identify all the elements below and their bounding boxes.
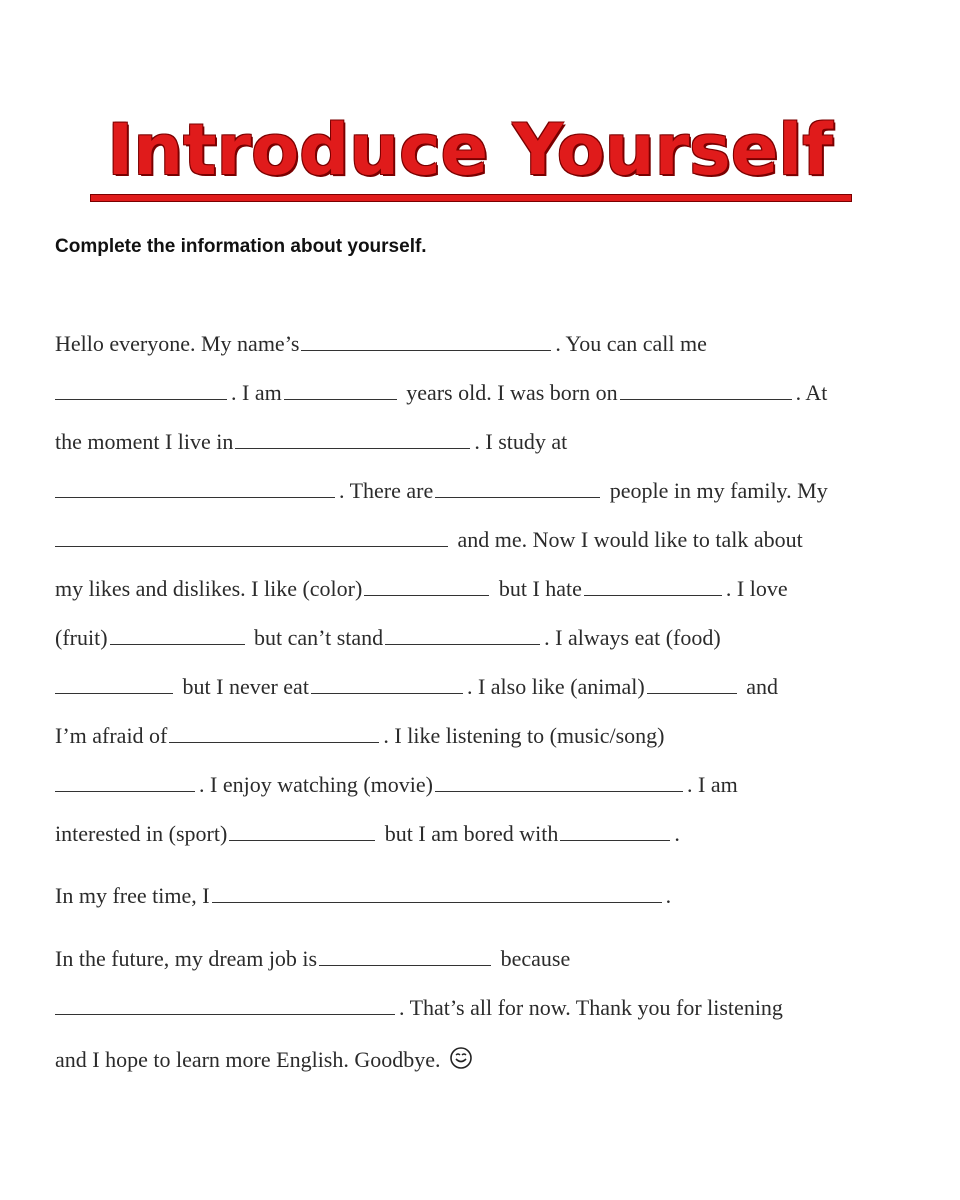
sentence-text: and I hope to learn more English. Goodbye. [55, 1047, 441, 1072]
sentence-text: interested in (sport) [55, 821, 228, 846]
fill-in-blank[interactable] [235, 430, 470, 449]
sentence-text: the moment I live in [55, 429, 234, 454]
sentence-text: . [674, 821, 680, 846]
worksheet-line [55, 379, 827, 407]
sentence-text: but I hate [493, 576, 582, 601]
sentence-text: In the future, my dream job is [55, 946, 318, 971]
fill-in-blank[interactable] [55, 528, 448, 547]
sentence-text: but can’t stand [248, 625, 384, 650]
fill-in-blank[interactable] [229, 822, 375, 841]
worksheet-line [55, 575, 788, 603]
sentence-text: years old. I was born on [400, 380, 618, 405]
fill-in-blank[interactable] [55, 381, 227, 400]
fill-in-blank[interactable] [169, 724, 379, 743]
sentence-text: but I never eat [177, 674, 309, 699]
fill-in-blank[interactable] [55, 675, 173, 694]
sentence-text: . I enjoy watching (movie) [199, 772, 433, 797]
worksheet-line [55, 994, 783, 1022]
instruction-text: Complete the information about yourself. [55, 236, 427, 257]
sentence-text: and [740, 674, 778, 699]
fill-in-blank[interactable] [55, 996, 395, 1015]
sentence-text: . I love [725, 576, 788, 601]
fill-in-blank[interactable] [55, 479, 335, 498]
fill-in-blank[interactable] [319, 947, 491, 966]
fill-in-blank[interactable] [620, 381, 792, 400]
sentence-text: . You can call me [555, 331, 707, 356]
sentence-text: In my free time, I [55, 883, 210, 908]
fill-in-blank[interactable] [364, 577, 489, 596]
sentence-text: people in my family. My [604, 478, 828, 503]
fill-in-blank[interactable] [110, 626, 245, 645]
sentence-text: my likes and dislikes. I like (color) [55, 576, 363, 601]
fill-in-blank[interactable] [647, 675, 737, 694]
sentence-text: because [495, 946, 571, 971]
worksheet-line [55, 722, 664, 750]
sentence-text: . [665, 883, 672, 908]
sentence-text: . I like listening to (music/song) [383, 723, 665, 748]
worksheet-line [55, 945, 570, 973]
fill-in-blank[interactable] [435, 773, 683, 792]
sentence-text: . I study at [474, 429, 568, 454]
sentence-text: . I am [231, 380, 282, 405]
fill-in-blank[interactable] [435, 479, 600, 498]
smiley-face-icon [449, 1046, 473, 1077]
fill-in-blank[interactable] [212, 884, 662, 903]
fill-in-blank[interactable] [311, 675, 463, 694]
sentence-text: . I always eat (food) [544, 625, 721, 650]
sentence-text: . There are [339, 478, 434, 503]
worksheet-line [55, 428, 567, 456]
fill-in-blank[interactable] [284, 381, 397, 400]
fill-in-blank[interactable] [560, 822, 670, 841]
sentence-text: . At [795, 380, 828, 405]
worksheet-line [55, 526, 803, 554]
sentence-text: Hello everyone. My name’s [55, 331, 300, 356]
worksheet-line [55, 820, 680, 848]
sentence-text: (fruit) [55, 625, 108, 650]
worksheet-line [55, 330, 707, 358]
sentence-text: . That’s all for now. Thank you for listening [399, 995, 783, 1020]
worksheet-line [55, 624, 721, 652]
worksheet-line [55, 771, 738, 799]
fill-in-blank[interactable] [301, 332, 551, 351]
page-title: Introduce Yourself [107, 109, 833, 191]
sentence-text: . I am [687, 772, 738, 797]
fill-in-blank[interactable] [385, 626, 540, 645]
fill-in-blank[interactable] [55, 773, 195, 792]
sentence-text: and me. Now I would like to talk about [452, 527, 803, 552]
worksheet-line [55, 882, 671, 910]
worksheet-line [55, 1046, 473, 1077]
sentence-text: I’m afraid of [55, 723, 168, 748]
fill-in-blank[interactable] [584, 577, 722, 596]
title-underline [90, 194, 852, 202]
sentence-text: but I am bored with [379, 821, 559, 846]
worksheet-line [55, 673, 778, 701]
sentence-text: . I also like (animal) [466, 674, 645, 699]
worksheet-line [55, 477, 828, 505]
